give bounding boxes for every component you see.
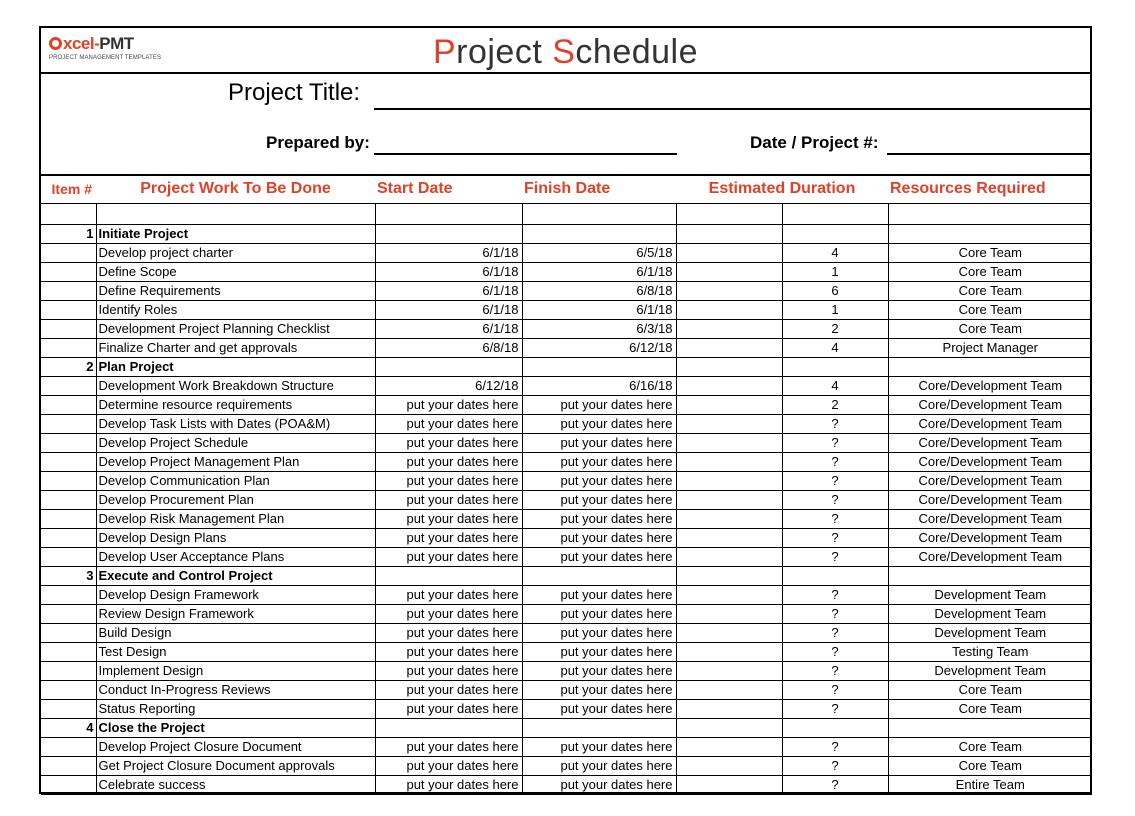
finish-date-cell[interactable]: put your dates here [522,661,676,680]
item-number-cell[interactable] [41,737,96,756]
start-date-cell[interactable]: put your dates here [375,585,522,604]
cell[interactable] [41,203,96,224]
task-cell[interactable]: Define Scope [96,262,375,281]
spacer-cell[interactable] [676,376,782,395]
resources-cell[interactable]: Core/Development Team [888,490,1092,509]
start-date-cell[interactable]: put your dates here [375,775,522,794]
finish-date-cell[interactable] [522,566,676,585]
finish-date-cell[interactable]: 6/1/18 [522,300,676,319]
resources-cell[interactable]: Project Manager [888,338,1092,357]
item-number-cell[interactable] [41,661,96,680]
finish-date-cell[interactable] [522,357,676,376]
col-header-item: Item # [41,175,96,203]
start-date-cell[interactable]: put your dates here [375,604,522,623]
task-cell[interactable]: Get Project Closure Document approvals [96,756,375,775]
task-cell[interactable]: Develop Risk Management Plan [96,509,375,528]
logo-brand-suffix: PMT [99,34,134,53]
item-number-cell[interactable] [41,300,96,319]
item-number-cell[interactable] [41,395,96,414]
spacer-cell[interactable] [676,319,782,338]
finish-date-cell[interactable]: put your dates here [522,585,676,604]
finish-date-cell[interactable]: put your dates here [522,471,676,490]
task-cell[interactable]: Develop Design Plans [96,528,375,547]
item-number-cell[interactable] [41,338,96,357]
logo-brand-main: xcel- [63,34,100,53]
table-row [41,395,1092,414]
item-number-cell[interactable] [41,699,96,718]
duration-cell[interactable] [782,357,888,376]
spacer-cell[interactable] [676,718,782,737]
project-title-field[interactable] [374,108,1092,110]
item-number-cell[interactable] [41,642,96,661]
start-date-cell[interactable]: 6/1/18 [375,262,522,281]
start-date-cell[interactable]: 6/1/18 [375,319,522,338]
table-row [41,623,1092,642]
task-cell[interactable]: Development Work Breakdown Structure [96,376,375,395]
spacer-cell[interactable] [676,433,782,452]
duration-cell[interactable]: ? [782,528,888,547]
table-row [41,699,1092,718]
item-number-cell[interactable] [41,756,96,775]
task-cell[interactable]: Plan Project [96,357,375,376]
table-row [41,547,1092,566]
resources-cell[interactable]: Core Team [888,262,1092,281]
spacer-cell[interactable] [676,623,782,642]
duration-cell[interactable]: 1 [782,300,888,319]
table-row [41,642,1092,661]
spacer-cell[interactable] [676,395,782,414]
schedule-table [41,174,1092,795]
finish-date-cell[interactable]: put your dates here [522,756,676,775]
resources-cell[interactable]: Development Team [888,585,1092,604]
start-date-cell[interactable]: 6/12/18 [375,376,522,395]
cell[interactable] [676,203,782,224]
date-project-field[interactable] [887,153,1092,155]
start-date-cell[interactable]: 6/1/18 [375,243,522,262]
task-cell[interactable]: Develop Design Framework [96,585,375,604]
resources-cell[interactable]: Entire Team [888,775,1092,794]
duration-cell[interactable]: ? [782,433,888,452]
item-number-cell[interactable] [41,490,96,509]
finish-date-cell[interactable]: put your dates here [522,414,676,433]
start-date-cell[interactable]: 6/1/18 [375,281,522,300]
duration-cell[interactable]: ? [782,414,888,433]
finish-date-cell[interactable] [522,718,676,737]
header-divider [41,72,1090,74]
start-date-cell[interactable] [375,357,522,376]
item-number-cell[interactable] [41,775,96,794]
start-date-cell[interactable] [375,718,522,737]
item-number-cell[interactable] [41,547,96,566]
start-date-cell[interactable]: put your dates here [375,433,522,452]
duration-cell[interactable]: ? [782,471,888,490]
task-cell[interactable]: Build Design [96,623,375,642]
start-date-cell[interactable]: put your dates here [375,642,522,661]
cell[interactable] [522,203,676,224]
project-title-label: Project Title: [228,79,361,106]
finish-date-cell[interactable]: put your dates here [522,642,676,661]
start-date-cell[interactable] [375,224,522,243]
spacer-cell[interactable] [676,566,782,585]
spacer-cell[interactable] [676,262,782,281]
table-row [41,490,1092,509]
duration-cell[interactable]: 4 [782,243,888,262]
duration-cell[interactable]: ? [782,680,888,699]
table-row [41,376,1092,395]
start-date-cell[interactable]: put your dates here [375,547,522,566]
finish-date-cell[interactable]: put your dates here [522,699,676,718]
duration-cell[interactable]: ? [782,490,888,509]
item-number-cell[interactable]: 3 [41,566,96,585]
resources-cell[interactable] [888,224,1092,243]
table-row [41,452,1092,471]
finish-date-cell[interactable]: put your dates here [522,547,676,566]
table-row [41,756,1092,775]
table-row [41,433,1092,452]
start-date-cell[interactable]: put your dates here [375,680,522,699]
start-date-cell[interactable]: put your dates here [375,623,522,642]
item-number-cell[interactable] [41,509,96,528]
resources-cell[interactable]: Development Team [888,623,1092,642]
cell[interactable] [96,203,375,224]
item-number-cell[interactable] [41,281,96,300]
spacer-cell[interactable] [676,281,782,300]
table-row [41,737,1092,756]
duration-cell[interactable]: 4 [782,338,888,357]
finish-date-cell[interactable]: put your dates here [522,490,676,509]
duration-cell[interactable]: 6 [782,281,888,300]
spacer-cell[interactable] [676,338,782,357]
finish-date-cell[interactable]: put your dates here [522,433,676,452]
duration-cell[interactable]: 2 [782,395,888,414]
start-date-cell[interactable]: put your dates here [375,395,522,414]
finish-date-cell[interactable]: put your dates here [522,528,676,547]
duration-cell[interactable]: ? [782,756,888,775]
start-date-cell[interactable]: put your dates here [375,509,522,528]
duration-cell[interactable]: 4 [782,376,888,395]
item-number-cell[interactable]: 1 [41,224,96,243]
prepared-by-label: Prepared by: [266,133,370,152]
table-row [41,281,1092,300]
resources-cell[interactable] [888,357,1092,376]
start-date-cell[interactable]: put your dates here [375,452,522,471]
start-date-cell[interactable]: put your dates here [375,737,522,756]
item-number-cell[interactable] [41,433,96,452]
item-number-cell[interactable] [41,414,96,433]
prepared-by-field[interactable] [374,153,677,155]
finish-date-cell[interactable]: 6/12/18 [522,338,676,357]
spacer-cell[interactable] [676,756,782,775]
finish-date-cell[interactable]: put your dates here [522,737,676,756]
spacer-cell[interactable] [676,528,782,547]
duration-cell[interactable]: ? [782,623,888,642]
spacer-cell[interactable] [676,490,782,509]
resources-cell[interactable]: Core Team [888,281,1092,300]
spacer-cell[interactable] [676,699,782,718]
spacer-cell[interactable] [676,471,782,490]
table-header-row [41,175,1092,203]
date-project-label: Date / Project #: [750,133,879,152]
finish-date-cell[interactable]: put your dates here [522,509,676,528]
table-row [41,775,1092,794]
title-letter-p: P [432,33,457,71]
task-cell[interactable]: Develop Project Closure Document [96,737,375,756]
item-number-cell[interactable] [41,319,96,338]
task-cell[interactable]: Development Project Planning Checklist [96,319,375,338]
duration-cell[interactable]: ? [782,452,888,471]
col-header-resources: Resources Required [888,175,1092,203]
task-cell[interactable]: Execute and Control Project [96,566,375,585]
duration-cell[interactable] [782,224,888,243]
resources-cell[interactable]: Core/Development Team [888,509,1092,528]
resources-cell[interactable]: Core/Development Team [888,376,1092,395]
spacer-cell[interactable] [676,775,782,794]
spacer-cell[interactable] [676,585,782,604]
col-header-task: Project Work To Be Done [96,175,375,203]
task-cell[interactable]: Develop Procurement Plan [96,490,375,509]
spacer-cell[interactable] [676,357,782,376]
spacer-cell[interactable] [676,604,782,623]
resources-cell[interactable]: Core Team [888,737,1092,756]
task-cell[interactable]: Determine resource requirements [96,395,375,414]
table-row [41,243,1092,262]
resources-cell[interactable]: Core Team [888,756,1092,775]
start-date-cell[interactable]: put your dates here [375,661,522,680]
title-part-2: chedule [575,33,699,71]
start-date-cell[interactable]: put your dates here [375,414,522,433]
resources-cell[interactable]: Testing Team [888,642,1092,661]
task-cell[interactable]: Develop Project Management Plan [96,452,375,471]
table-row [41,528,1092,547]
cell[interactable] [375,203,522,224]
resources-cell[interactable]: Core Team [888,300,1092,319]
item-number-cell[interactable]: 2 [41,357,96,376]
finish-date-cell[interactable]: put your dates here [522,775,676,794]
col-header-start: Start Date [375,175,522,203]
table-row [41,680,1092,699]
duration-cell[interactable]: ? [782,737,888,756]
resources-cell[interactable]: Core Team [888,699,1092,718]
spacer-cell[interactable] [676,509,782,528]
resources-cell[interactable]: Core Team [888,319,1092,338]
duration-cell[interactable]: 1 [782,262,888,281]
start-date-cell[interactable]: put your dates here [375,490,522,509]
finish-date-cell[interactable]: 6/8/18 [522,281,676,300]
spacer-cell[interactable] [676,224,782,243]
phase-row [41,224,1092,243]
task-cell[interactable]: Review Design Framework [96,604,375,623]
logo-tagline: PROJECT MANAGEMENT TEMPLATES [49,55,162,61]
resources-cell[interactable]: Core/Development Team [888,528,1092,547]
item-number-cell[interactable] [41,585,96,604]
resources-cell[interactable]: Core Team [888,680,1092,699]
resources-cell[interactable]: Core Team [888,243,1092,262]
spacer-cell[interactable] [676,737,782,756]
finish-date-cell[interactable]: put your dates here [522,623,676,642]
resources-cell[interactable]: Core/Development Team [888,433,1092,452]
item-number-cell[interactable]: 4 [41,718,96,737]
item-number-cell[interactable] [41,604,96,623]
task-cell[interactable]: Celebrate success [96,775,375,794]
finish-date-cell[interactable]: put your dates here [522,680,676,699]
cell[interactable] [888,203,1092,224]
start-date-cell[interactable]: put your dates here [375,756,522,775]
title-part-1: roject [456,33,553,71]
task-cell[interactable]: Identify Roles [96,300,375,319]
duration-cell[interactable]: ? [782,604,888,623]
table-row [41,338,1092,357]
table-row [41,661,1092,680]
start-date-cell[interactable]: 6/8/18 [375,338,522,357]
duration-cell[interactable]: ? [782,547,888,566]
spacer-cell[interactable] [676,414,782,433]
duration-cell[interactable]: ? [782,699,888,718]
blank-row [41,203,1092,224]
task-cell[interactable]: Implement Design [96,661,375,680]
phase-row [41,566,1092,585]
item-number-cell[interactable] [41,376,96,395]
task-cell[interactable]: Close the Project [96,718,375,737]
resources-cell[interactable]: Core/Development Team [888,452,1092,471]
duration-cell[interactable]: ? [782,585,888,604]
task-cell[interactable]: Conduct In-Progress Reviews [96,680,375,699]
col-header-finish: Finish Date [522,175,676,203]
start-date-cell[interactable] [375,566,522,585]
finish-date-cell[interactable]: 6/3/18 [522,319,676,338]
resources-cell[interactable]: Core/Development Team [888,414,1092,433]
task-cell[interactable]: Develop project charter [96,243,375,262]
start-date-cell[interactable]: put your dates here [375,471,522,490]
duration-cell[interactable] [782,718,888,737]
item-number-cell[interactable] [41,680,96,699]
task-cell[interactable]: Test Design [96,642,375,661]
phase-row [41,718,1092,737]
title-letter-s: S [552,33,576,71]
table-row [41,604,1092,623]
spacer-cell[interactable] [676,243,782,262]
item-number-cell[interactable] [41,471,96,490]
task-cell[interactable]: Develop Task Lists with Dates (POA&M) [96,414,375,433]
duration-cell[interactable]: 2 [782,319,888,338]
duration-cell[interactable]: ? [782,775,888,794]
page-title [41,32,1090,72]
finish-date-cell[interactable]: 6/5/18 [522,243,676,262]
table-row [41,585,1092,604]
table-row [41,300,1092,319]
task-cell[interactable]: Define Requirements [96,281,375,300]
start-date-cell[interactable]: put your dates here [375,699,522,718]
spacer-cell[interactable] [676,452,782,471]
table-row [41,319,1092,338]
phase-row [41,357,1092,376]
task-cell[interactable]: Develop User Acceptance Plans [96,547,375,566]
start-date-cell[interactable]: 6/1/18 [375,300,522,319]
task-cell[interactable]: Finalize Charter and get approvals [96,338,375,357]
resources-cell[interactable]: Development Team [888,661,1092,680]
duration-cell[interactable]: ? [782,661,888,680]
task-cell[interactable]: Status Reporting [96,699,375,718]
item-number-cell[interactable] [41,452,96,471]
finish-date-cell[interactable]: put your dates here [522,452,676,471]
cell[interactable] [782,203,888,224]
resources-cell[interactable] [888,566,1092,585]
table-row [41,262,1092,281]
finish-date-cell[interactable] [522,224,676,243]
task-cell[interactable]: Develop Communication Plan [96,471,375,490]
spacer-cell[interactable] [676,300,782,319]
start-date-cell[interactable]: put your dates here [375,528,522,547]
resources-cell[interactable]: Core/Development Team [888,395,1092,414]
task-cell[interactable]: Initiate Project [96,224,375,243]
duration-cell[interactable]: ? [782,642,888,661]
item-number-cell[interactable] [41,243,96,262]
spacer-cell[interactable] [676,642,782,661]
spacer-cell[interactable] [676,547,782,566]
resources-cell[interactable]: Core/Development Team [888,547,1092,566]
task-cell[interactable]: Develop Project Schedule [96,433,375,452]
item-number-cell[interactable] [41,262,96,281]
table-row [41,414,1092,433]
resources-cell[interactable]: Development Team [888,604,1092,623]
col-header-duration: Estimated Duration [676,175,888,203]
item-number-cell[interactable] [41,623,96,642]
table-row [41,471,1092,490]
resources-cell[interactable]: Core/Development Team [888,471,1092,490]
finish-date-cell[interactable]: 6/16/18 [522,376,676,395]
spacer-cell[interactable] [676,680,782,699]
spacer-cell[interactable] [676,661,782,680]
schedule-sheet [39,26,1092,794]
duration-cell[interactable]: ? [782,509,888,528]
resources-cell[interactable] [888,718,1092,737]
duration-cell[interactable] [782,566,888,585]
finish-date-cell[interactable]: put your dates here [522,395,676,414]
table-row [41,509,1092,528]
item-number-cell[interactable] [41,528,96,547]
finish-date-cell[interactable]: 6/1/18 [522,262,676,281]
finish-date-cell[interactable]: put your dates here [522,604,676,623]
